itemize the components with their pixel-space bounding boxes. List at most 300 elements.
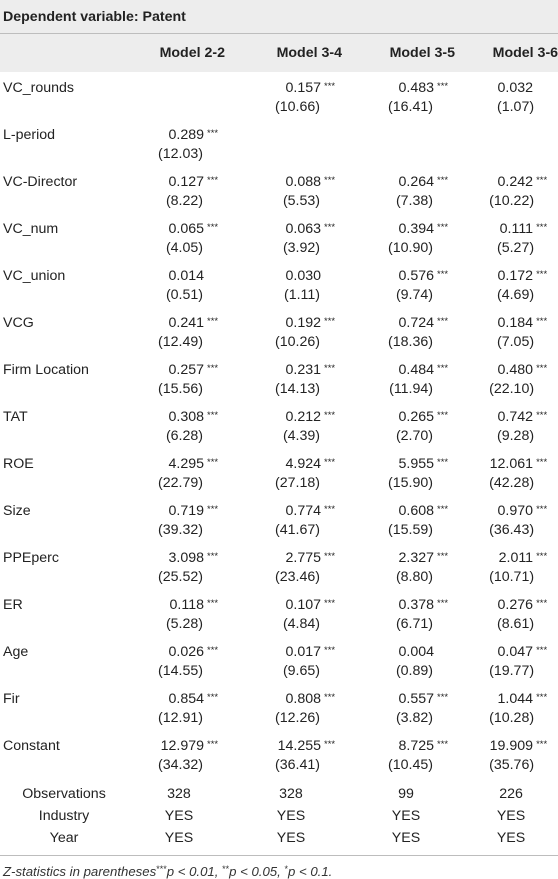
coefficient-value: 0.970 [497,503,534,519]
coefficient-cell [231,125,348,145]
coefficient-value: 0.231 [285,362,321,378]
z-statistic-cell: (12.91) [158,710,203,726]
significance-stars: *** [437,81,449,92]
significance-stars: *** [324,363,336,374]
variable-label: L-period [3,127,56,143]
statistic-row [0,333,558,360]
significance-stars: *** [324,222,336,233]
footnote-stars: * [284,864,288,874]
z-statistic-cell: (15.56) [158,381,203,397]
z-statistic-cell: (34.32) [158,757,203,773]
coefficient-value: 0.719 [168,503,204,519]
significance-stars: *** [536,504,548,515]
statistic-label-blank [0,474,124,501]
significance-stars: *** [536,222,548,233]
coefficient-cell [461,219,558,239]
variable-row [0,595,558,615]
coefficient-cell [231,548,348,568]
z-statistic-cell: (10.71) [489,569,535,585]
statistic-label-blank [0,427,124,454]
coefficient-cell [348,501,461,521]
significance-stars: *** [536,457,548,468]
z-statistic-cell: (4.84) [282,616,320,632]
z-statistic-cell: (25.52) [158,569,203,585]
coefficient-value: 2.775 [285,550,321,566]
column-header: Model 3-5 [348,34,461,73]
statistic-row [0,427,558,454]
z-statistic-cell: (15.59) [388,522,433,538]
coefficient-value: 0.308 [168,409,204,425]
z-statistic-cell: (23.46) [275,569,320,585]
coefficient-cell [124,266,231,286]
variable-row [0,78,558,98]
z-statistic-cell: (12.26) [275,710,320,726]
summary-value: YES [164,830,194,846]
statistic-row [0,380,558,407]
significance-stars: *** [324,598,336,609]
coefficient-value: 14.255 [277,738,321,754]
coefficient-value: 0.014 [168,268,204,284]
significance-stars: *** [324,316,336,327]
significance-stars: *** [207,222,219,233]
z-statistic-cell: (5.27) [497,240,535,256]
coefficient-value: 0.724 [398,315,434,331]
coefficient-cell [461,266,558,286]
coefficient-value: 0.118 [169,597,204,613]
z-statistic-cell: (16.41) [388,99,433,115]
z-statistic-cell: (0.51) [165,287,203,303]
z-statistic-cell: (18.36) [388,334,433,350]
variable-row [0,642,558,662]
z-statistic-cell: (22.79) [158,475,203,491]
coefficient-value: 0.030 [285,268,321,284]
variable-label: PPEperc [3,550,59,566]
coefficient-cell [124,595,231,615]
variable-row [0,736,558,756]
summary-label: Year [49,830,79,846]
spacer-cell [348,849,461,856]
significance-stars: *** [536,551,548,562]
coefficient-value: 1.044 [497,691,534,707]
significance-stars: *** [207,692,219,703]
coefficient-value: 0.017 [285,644,321,660]
variable-label: VCG [3,315,34,331]
statistic-row [0,239,558,266]
coefficient-value: 0.394 [398,221,434,237]
z-statistic-cell: (6.28) [165,428,203,444]
statistic-label-blank [0,145,124,172]
z-statistic-cell: (4.69) [497,287,535,303]
summary-value: 226 [499,786,523,802]
significance-stars: *** [207,739,219,750]
title-row [0,0,558,34]
z-statistic-cell: (9.65) [282,663,320,679]
coefficient-cell [231,407,348,427]
z-statistic-cell: (5.28) [165,616,203,632]
z-statistic-cell: (3.82) [395,710,433,726]
variable-row [0,548,558,568]
summary-value: 328 [167,786,191,802]
z-statistic-cell: (39.32) [158,522,203,538]
z-statistic-cell: (42.28) [489,475,535,491]
variable-label: Constant [3,738,60,754]
statistic-label-blank [0,568,124,595]
z-statistic-cell: (5.53) [282,193,320,209]
variable-row [0,172,558,192]
coefficient-value: 0.774 [285,503,321,519]
significance-stars: *** [536,316,548,327]
coefficient-cell [461,689,558,709]
z-statistic-cell: (1.07) [497,99,535,115]
coefficient-cell [231,501,348,521]
z-statistic-cell: (14.55) [158,663,203,679]
coefficient-cell [124,172,231,192]
summary-value: YES [164,808,194,824]
significance-stars: *** [437,692,449,703]
spacer-cell [461,849,558,856]
significance-stars: *** [536,598,548,609]
significance-stars: *** [536,645,548,656]
significance-stars: *** [207,316,219,327]
significance-stars: *** [536,410,548,421]
statistic-row [0,192,558,219]
coefficient-value: 0.608 [398,503,434,519]
coefficient-cell [124,360,231,380]
z-statistic-cell: (8.80) [395,569,433,585]
statistic-label-blank [0,98,124,125]
z-statistic-cell: (8.61) [497,616,535,632]
z-statistic-cell: (2.70) [395,428,433,444]
variable-row [0,501,558,521]
spacer-cell [0,849,124,856]
coefficient-value: 0.065 [168,221,204,237]
coefficient-value: 5.955 [398,456,434,472]
statistic-label-blank [0,756,124,783]
coefficient-value: 0.242 [497,174,534,190]
z-statistic-cell: (10.22) [489,193,535,209]
coefficient-value: 3.098 [168,550,204,566]
z-statistic-cell: (8.22) [165,193,203,209]
significance-stars: *** [324,81,336,92]
coefficient-value: 0.192 [285,315,321,331]
coefficient-cell [124,78,231,98]
significance-stars: *** [324,410,336,421]
coefficient-cell [348,407,461,427]
variable-label: Firm Location [3,362,89,378]
coefficient-value: 0.111 [499,221,534,237]
statistic-label-blank [0,521,124,548]
statistic-row [0,98,558,125]
coefficient-cell [231,219,348,239]
summary-value: 328 [279,786,303,802]
coefficient-cell [231,454,348,474]
z-statistic-cell: (3.92) [282,240,320,256]
coefficient-value: 2.327 [398,550,434,566]
z-statistic-cell: (4.39) [282,428,320,444]
coefficient-value: 0.026 [168,644,204,660]
footnote-stars: ** [222,864,230,874]
z-statistic-cell: (9.74) [395,287,433,303]
significance-stars: *** [207,128,219,139]
significance-stars: *** [207,598,219,609]
summary-value: YES [391,808,421,824]
variable-label: VC_union [3,268,66,284]
footnote-text: Z-statistics in parentheses [3,864,157,879]
coefficient-value: 0.107 [285,597,321,613]
coefficient-value: 0.557 [398,691,434,707]
coefficient-cell [231,360,348,380]
bottom-rule-row [0,849,558,856]
coefficient-value: 0.257 [168,362,204,378]
footnote-text: p < 0.01, [166,864,223,879]
coefficient-cell [461,78,558,98]
significance-stars: *** [437,222,449,233]
table-body [0,72,558,856]
coefficient-value: 0.127 [168,174,204,190]
coefficient-value: 0.484 [398,362,434,378]
coefficient-cell [124,407,231,427]
coefficient-cell [348,360,461,380]
z-statistic-cell: (10.26) [275,334,320,350]
significance-stars: *** [207,410,219,421]
z-statistic-cell [231,145,348,172]
coefficient-value: 0.264 [398,174,434,190]
coefficient-value: 4.295 [168,456,204,472]
coefficient-value: 0.212 [285,409,321,425]
significance-stars: *** [207,645,219,656]
z-statistic-cell: (36.41) [275,757,320,773]
summary-value: 99 [398,786,414,802]
statistic-row [0,709,558,736]
statistic-label-blank [0,239,124,266]
coefficient-cell [348,454,461,474]
coefficient-cell [461,736,558,756]
variable-row [0,313,558,333]
coefficient-cell [231,172,348,192]
coefficient-value: 0.241 [168,315,204,331]
coefficient-cell [231,78,348,98]
z-statistic-cell: (12.03) [158,146,203,162]
coefficient-cell [461,125,558,145]
statistic-row [0,568,558,595]
coefficient-value: 8.725 [398,738,434,754]
coefficient-cell [124,642,231,662]
summary-value: YES [496,808,526,824]
z-statistic-cell: (7.05) [497,334,535,350]
coefficient-cell [124,548,231,568]
coefficient-value: 0.742 [497,409,534,425]
coefficient-cell [231,266,348,286]
column-header: Model 2-2 [124,34,231,73]
coefficient-cell [124,125,231,145]
variable-row [0,407,558,427]
footnote-text: p < 0.05, [229,864,285,879]
spacer-cell [231,849,348,856]
variable-row [0,360,558,380]
header-row [0,34,558,73]
coefficient-value: 0.808 [285,691,321,707]
z-statistic-cell [348,145,461,172]
coefficient-value: 0.576 [398,268,434,284]
coefficient-value: 0.172 [497,268,534,284]
coefficient-cell [124,219,231,239]
coefficient-value: 0.265 [398,409,434,425]
coefficient-cell [348,219,461,239]
statistic-row [0,756,558,783]
significance-stars: *** [207,551,219,562]
footnote [0,856,558,879]
statistic-label-blank [0,380,124,407]
z-statistic-cell: (10.90) [388,240,433,256]
column-header: Model 3-6 [461,34,558,73]
z-statistic-cell: (14.13) [275,381,320,397]
coefficient-cell [348,78,461,98]
significance-stars: *** [437,175,449,186]
coefficient-value: 2.011 [498,550,534,566]
variable-label: ROE [3,456,34,472]
coefficient-cell [124,689,231,709]
significance-stars: *** [324,457,336,468]
z-statistic-cell: (1.11) [283,287,320,303]
statistic-label-blank [0,615,124,642]
footnote-stars: *** [156,864,167,874]
significance-stars: *** [437,363,449,374]
z-statistic-cell: (10.66) [275,99,320,115]
coefficient-value: 0.854 [168,691,204,707]
significance-stars: *** [207,363,219,374]
summary-row [0,783,558,805]
coefficient-value: 0.276 [497,597,534,613]
statistic-label-blank [0,286,124,313]
significance-stars: *** [207,457,219,468]
summary-row [0,805,558,827]
summary-label: Observations [22,786,106,802]
coefficient-cell [124,736,231,756]
significance-stars: *** [437,504,449,515]
significance-stars: *** [536,692,548,703]
coefficient-value: 0.157 [285,80,321,96]
z-statistic-cell: (22.10) [489,381,535,397]
significance-stars: *** [207,504,219,515]
z-statistic-cell: (4.05) [165,240,203,256]
significance-stars: *** [437,457,449,468]
statistic-label-blank [0,192,124,219]
coefficient-value: 12.061 [489,456,534,472]
z-statistic-cell: (6.71) [395,616,433,632]
significance-stars: *** [207,175,219,186]
z-statistic-cell [461,145,558,172]
variable-label: VC_rounds [3,80,74,96]
coefficient-cell [348,548,461,568]
coefficient-cell [124,454,231,474]
variable-label: Age [3,644,29,660]
coefficient-value: 0.088 [285,174,321,190]
coefficient-cell [231,313,348,333]
statistic-label-blank [0,709,124,736]
z-statistic-cell [124,98,231,125]
coefficient-cell [348,313,461,333]
summary-value: YES [276,808,306,824]
variable-row [0,266,558,286]
coefficient-cell [348,125,461,145]
significance-stars: *** [437,598,449,609]
z-statistic-cell: (19.77) [489,663,535,679]
coefficient-cell [461,454,558,474]
z-statistic-cell: (11.94) [389,381,433,397]
significance-stars: *** [536,175,548,186]
coefficient-cell [231,642,348,662]
summary-row [0,827,558,849]
coefficient-cell [231,689,348,709]
significance-stars: *** [324,645,336,656]
coefficient-cell [348,595,461,615]
footnote-text: p < 0.1. [287,864,333,879]
significance-stars: *** [437,269,449,280]
variable-row [0,125,558,145]
coefficient-cell [461,313,558,333]
statistic-row [0,662,558,689]
significance-stars: *** [437,316,449,327]
coefficient-value: 0.483 [398,80,434,96]
variable-row [0,454,558,474]
statistic-row [0,145,558,172]
summary-label: Industry [38,808,90,824]
coefficient-cell [461,501,558,521]
coefficient-cell [348,266,461,286]
coefficient-cell [231,595,348,615]
summary-value: YES [391,830,421,846]
variable-label: Size [3,503,31,519]
coefficient-cell [348,172,461,192]
z-statistic-cell: (12.49) [158,334,203,350]
z-statistic-cell: (36.43) [489,522,535,538]
statistic-row [0,474,558,501]
significance-stars: *** [536,739,548,750]
z-statistic-cell: (9.28) [497,428,535,444]
z-statistic-cell: (10.28) [489,710,535,726]
coefficient-cell [461,407,558,427]
coefficient-value: 0.378 [398,597,434,613]
statistic-row [0,286,558,313]
variable-row [0,689,558,709]
variable-label: TAT [3,409,28,425]
significance-stars: *** [324,692,336,703]
coefficient-value: 12.979 [160,738,204,754]
coefficient-value: 0.289 [168,127,204,143]
header-blank-cell [0,34,124,73]
coefficient-cell [348,642,461,662]
significance-stars: *** [324,551,336,562]
statistic-label-blank [0,662,124,689]
z-statistic-cell: (10.45) [388,757,433,773]
z-statistic-cell: (41.67) [275,522,320,538]
coefficient-cell [461,360,558,380]
summary-value: YES [496,830,526,846]
coefficient-cell [461,548,558,568]
coefficient-cell [348,689,461,709]
coefficient-value: 0.184 [497,315,534,331]
z-statistic-cell: (7.38) [395,193,433,209]
significance-stars: *** [536,363,548,374]
coefficient-value: 0.004 [398,644,434,660]
coefficient-cell [231,736,348,756]
significance-stars: *** [324,175,336,186]
coefficient-value: 0.480 [497,362,534,378]
coefficient-value: 4.924 [285,456,321,472]
z-statistic-cell: (0.89) [395,663,433,679]
variable-row [0,219,558,239]
significance-stars: *** [437,739,449,750]
